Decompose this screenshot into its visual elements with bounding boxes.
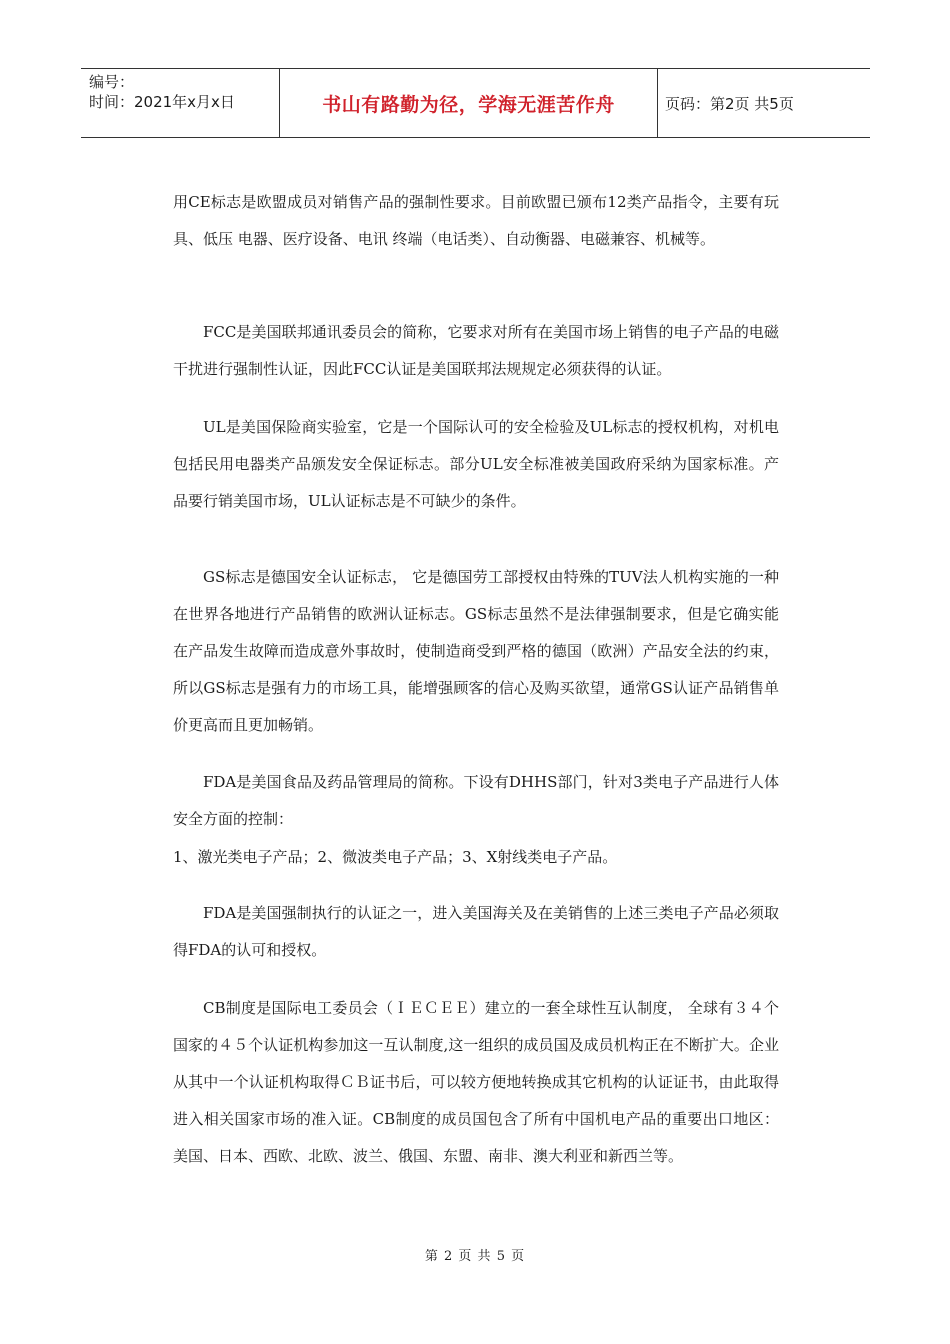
paragraph-ul: UL是美国保险商实验室，它是一个国际认可的安全检验及UL标志的授权机构，对机电包括民用电器类产品颁发安全保证标志。部分UL安全标准被美国政府采纳为国家标准。产品要行销美国市场，UL认证标志是不可缺少的条件。 (173, 418, 779, 510)
paragraph-fcc: FCC是美国联邦通讯委员会的简称，它要求对所有在美国市场上销售的电子产品的电磁干扰进行强制性认证，因此FCC认证是美国联邦法规规定必须获得的认证。 (173, 323, 779, 378)
paragraph-fda-intro: FDA是美国食品及药品管理局的简称。下设有DHHS部门，针对3类电子产品进行人体安全方面的控制： (173, 773, 779, 828)
paragraph-fda-mandatory: FDA是美国强制执行的认证之一，进入美国海关及在美销售的上述三类电子产品必须取得FDA的认可和授权。 (173, 904, 779, 959)
header-meta (81, 69, 280, 137)
paragraph-ce: 用CE标志是欧盟成员对销售产品的强制性要求。目前欧盟已颁布12类产品指令，主要有玩具、低压 电器、医疗设备、电讯 终端（电话类）、自动衡器、电磁兼容、机械等。 (173, 193, 779, 248)
document-time-label: 时间：2021年x月x日 (89, 93, 235, 111)
header-motto: 书山有路勤为径，学海无涯苦作舟 (280, 69, 658, 137)
header-page-code: 页码：第2页 共5页 (665, 94, 794, 113)
paragraph-gs: GS标志是德国安全认证标志， 它是德国劳工部授权由特殊的TUV法人机构实施的一种在世界各地进行产品销售的欧洲认证标志。GS标志虽然不是法律强制要求，但是它确实能在产品发生故障而造成意外事故时，使制造商受到严格的德国（欧洲）产品安全法的约束，所以GS标志是强有力的市场工具，能增强顾客的信心及购买欲望，通常GS认证产品销售单价更高而且更加畅销。 (173, 568, 779, 734)
page-footer: 第 2 页 共 5 页 (424, 1249, 526, 1264)
paragraph-cb: CB制度是国际电工委员会（ＩＥＣＥＥ）建立的一套全球性互认制度， 全球有３４个国家的４５个认证机构参加这一互认制度,这一组织的成员国及成员机构正在不断扩大。企业从其中一个认证机构取得ＣＢ证书后，可以较方便地转换成其它机构的认证证书，由此取得进入相关国家市场的准入证。CB制度的成员国包含了所有中国机电产品的重要出口地区：美国、日本、西欧、北欧、波兰、俄国、东盟、南非、澳大利亚和新西兰等。 (173, 999, 779, 1165)
document-number-label: 编号： (89, 73, 135, 91)
paragraph-fda-list: 1、激光类电子产品；2、微波类电子产品；3、X射线类电子产品。 (173, 848, 618, 866)
page-header (81, 68, 870, 138)
